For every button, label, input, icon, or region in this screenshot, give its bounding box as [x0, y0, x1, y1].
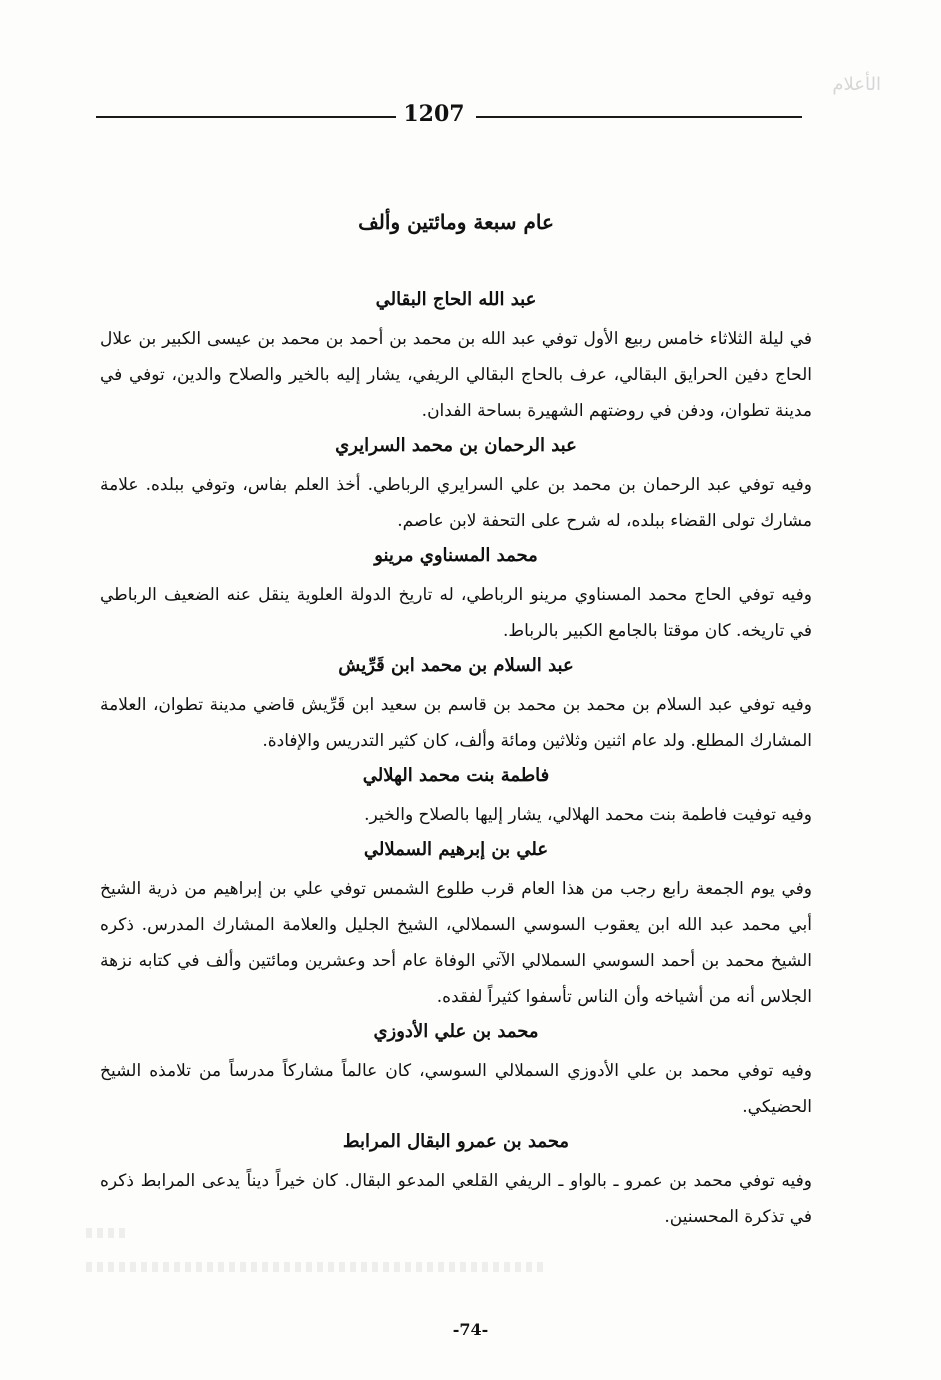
entry-body: وفيه توفيت فاطمة بنت محمد الهلالي، يشار إليها بالصلاح والخير. [364, 805, 812, 825]
main-content [100, 205, 812, 1237]
page-header [96, 96, 802, 136]
entry [100, 761, 812, 833]
header-page-number: 1207 [403, 101, 465, 127]
entry-title: علي بن إبرهيم السملالي [363, 839, 549, 860]
entry [100, 431, 812, 539]
entry-title: محمد بن عمرو البقال المرابط [342, 1131, 570, 1152]
entry-title: محمد المسناوي مرينو [374, 545, 538, 566]
entry [100, 1017, 812, 1125]
entry-title: عبد الرحمان بن محمد السرايري [335, 435, 577, 456]
entry-body: وفي يوم الجمعة رابع رجب من هذا العام قرب طلوع الشمس توفي علي بن إبراهيم من ذرية الشيخ أبي محمد عبد الله ابن يعقوب السوسي السملالي، الشيخ الجليل والعلامة المشارك المدرس. ذكره الشيخ محمد بن أحمد السوسي السملالي الآتي الوفاة عام أحد وعشرين ومائتين وألف في كتابه نزهة الجلاس أنه من أشياخه وأن الناس تأسفوا كثيراً لفقده. [100, 879, 812, 1007]
header-rule-left [96, 116, 396, 118]
show-through-mark [86, 1262, 546, 1272]
show-through-mark [86, 1228, 126, 1238]
entry [100, 1127, 812, 1235]
entry-title: عبد السلام بن محمد ابن قَرِّيش [338, 655, 574, 676]
entry-body: وفيه توفي محمد بن عمرو ـ بالواو ـ الريفي القلعي المدعو البقال. كان خيراً ديناً يدعى المرابط ذكره في تذكرة المحسنين. [100, 1171, 812, 1227]
entry [100, 651, 812, 759]
entry-body: وفيه توفي الحاج محمد المسناوي مرينو الرباطي، له تاريخ الدولة العلوية ينقل عنه الضعيف الرباطي في تاريخه. كان موقتا بالجامع الكبير بالرباط. [100, 585, 812, 641]
entry-title: محمد بن علي الأدوزي [373, 1021, 539, 1042]
entry-body: وفيه توفي عبد الرحمان بن محمد بن علي السرايري الرباطي. أخذ العلم بفاس، وتوفي ببلده. علامة مشارك تولى القضاء ببلده، له شرح على التحفة لابن عاصم. [100, 475, 812, 531]
entry-title: فاطمة بنت محمد الهلالي [362, 765, 550, 786]
entry-body: وفيه توفي عبد السلام بن محمد بن محمد بن قاسم بن سعيد ابن قَرِّيش قاضي مدينة تطوان، العلامة المشارك المطلع. ولد عام اثنين وثلاثين ومائة وألف، كان كثير التدريس والإفادة. [100, 695, 812, 751]
year-heading: عام سبعة ومائتين وألف [358, 210, 554, 234]
entry-body: في ليلة الثلاثاء خامس ربيع الأول توفي عبد الله بن محمد بن أحمد بن محمد بن عيسى الكبير بن علال الحاج دفين الحرايق البقالي، عرف بالحاج البقالي الريفي، يشار إليه بالخير والصلاح والدين، توفي في مدينة تطوان، ودفن في روضتهم الشهيرة بساحة الفدان. [100, 329, 812, 421]
entry-title: عبد الله الحاج البقالي [375, 289, 537, 310]
footer-page-number: -74- [452, 1320, 489, 1339]
entry-body: وفيه توفي محمد بن علي الأدوزي السملالي السوسي، كان عالماً مشاركاً مدرساً من تلامذه الشيخ الحضيكي. [100, 1061, 812, 1117]
entry [100, 285, 812, 429]
header-rule-right [476, 116, 802, 118]
header-ghost-text: الأعلام [832, 74, 881, 95]
entry [100, 835, 812, 1015]
entry [100, 541, 812, 649]
